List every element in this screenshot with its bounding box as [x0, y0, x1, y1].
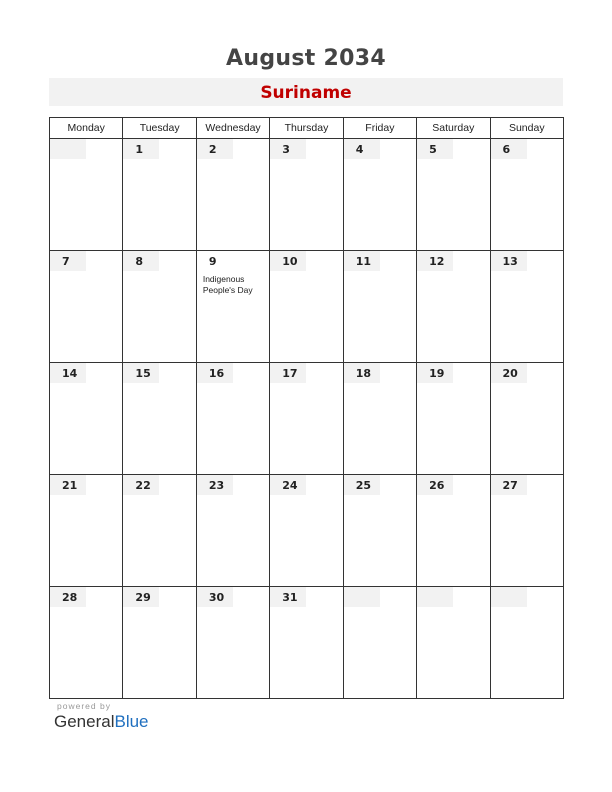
day-cell: [123, 475, 196, 587]
day-number: 15: [123, 363, 159, 383]
day-cell: [196, 139, 269, 251]
day-cell: [417, 587, 490, 699]
day-cell: [50, 139, 123, 251]
country-banner: [49, 78, 563, 106]
day-cell: [50, 363, 123, 475]
weekday-monday: Monday: [50, 118, 123, 139]
day-cell: [490, 587, 563, 699]
powered-by-label: powered by: [57, 701, 111, 711]
weekday-friday: Friday: [343, 118, 416, 139]
day-number: 2: [197, 139, 233, 159]
day-cell: [123, 139, 196, 251]
day-cell: [196, 587, 269, 699]
day-number: 24: [270, 475, 306, 495]
day-number: [417, 587, 453, 607]
week-row: [50, 475, 564, 587]
weekday-header-row: [50, 118, 564, 139]
day-number: 18: [344, 363, 380, 383]
day-number: 26: [417, 475, 453, 495]
day-cell: [343, 475, 416, 587]
day-number: [491, 587, 527, 607]
day-number: 12: [417, 251, 453, 271]
day-cell: [270, 363, 343, 475]
day-cell: [50, 587, 123, 699]
day-cell: [123, 587, 196, 699]
day-cell: [50, 251, 123, 363]
day-number: 28: [50, 587, 86, 607]
day-number: 31: [270, 587, 306, 607]
day-number: 11: [344, 251, 380, 271]
day-number: 23: [197, 475, 233, 495]
day-number: 7: [50, 251, 86, 271]
week-row: [50, 139, 564, 251]
day-number: 5: [417, 139, 453, 159]
country-name: Suriname: [260, 83, 352, 103]
day-number: 21: [50, 475, 86, 495]
day-number: 22: [123, 475, 159, 495]
day-cell: [490, 475, 563, 587]
calendar-title: August 2034: [226, 46, 386, 71]
day-cell: [490, 363, 563, 475]
day-number: 17: [270, 363, 306, 383]
day-cell: [343, 363, 416, 475]
day-cell: [490, 139, 563, 251]
day-number: [50, 139, 86, 159]
week-row: [50, 587, 564, 699]
day-cell: [417, 475, 490, 587]
day-cell: [270, 475, 343, 587]
day-cell: [417, 363, 490, 475]
day-cell: [50, 475, 123, 587]
day-number: [344, 587, 380, 607]
day-cell: [343, 587, 416, 699]
calendar-grid: [49, 117, 564, 699]
day-number: 9: [208, 255, 217, 268]
day-number: 25: [344, 475, 380, 495]
day-number: 20: [491, 363, 527, 383]
day-number: 10: [270, 251, 306, 271]
holiday-event: Indigenous People's Day: [202, 274, 253, 295]
day-cell: [123, 251, 196, 363]
day-cell: [270, 251, 343, 363]
day-cell: [196, 475, 269, 587]
day-cell: [343, 139, 416, 251]
weekday-tuesday: Tuesday: [123, 118, 196, 139]
weekday-sunday: Sunday: [490, 118, 563, 139]
week-row: [50, 251, 564, 363]
weekday-thursday: Thursday: [270, 118, 343, 139]
day-number: 1: [123, 139, 159, 159]
day-cell: [123, 363, 196, 475]
brand-logo: [54, 712, 149, 732]
day-number: 14: [50, 363, 86, 383]
day-number: 13: [491, 251, 527, 271]
weekday-wednesday: Wednesday: [196, 118, 269, 139]
day-number: 16: [197, 363, 233, 383]
day-number: 19: [417, 363, 453, 383]
day-number: 29: [123, 587, 159, 607]
day-number: 8: [123, 251, 159, 271]
day-number: 6: [491, 139, 527, 159]
day-number: 30: [197, 587, 233, 607]
day-number: 27: [491, 475, 527, 495]
day-cell: [490, 251, 563, 363]
day-cell: [196, 363, 269, 475]
week-row: [50, 363, 564, 475]
brand-general: General: [54, 712, 115, 731]
brand-blue: Blue: [114, 712, 149, 731]
day-cell: [270, 587, 343, 699]
day-cell: [417, 251, 490, 363]
day-number: 4: [344, 139, 380, 159]
day-cell: [417, 139, 490, 251]
day-cell: [196, 251, 269, 363]
day-cell: [343, 251, 416, 363]
day-number: 3: [270, 139, 306, 159]
weekday-saturday: Saturday: [417, 118, 490, 139]
day-cell: [270, 139, 343, 251]
